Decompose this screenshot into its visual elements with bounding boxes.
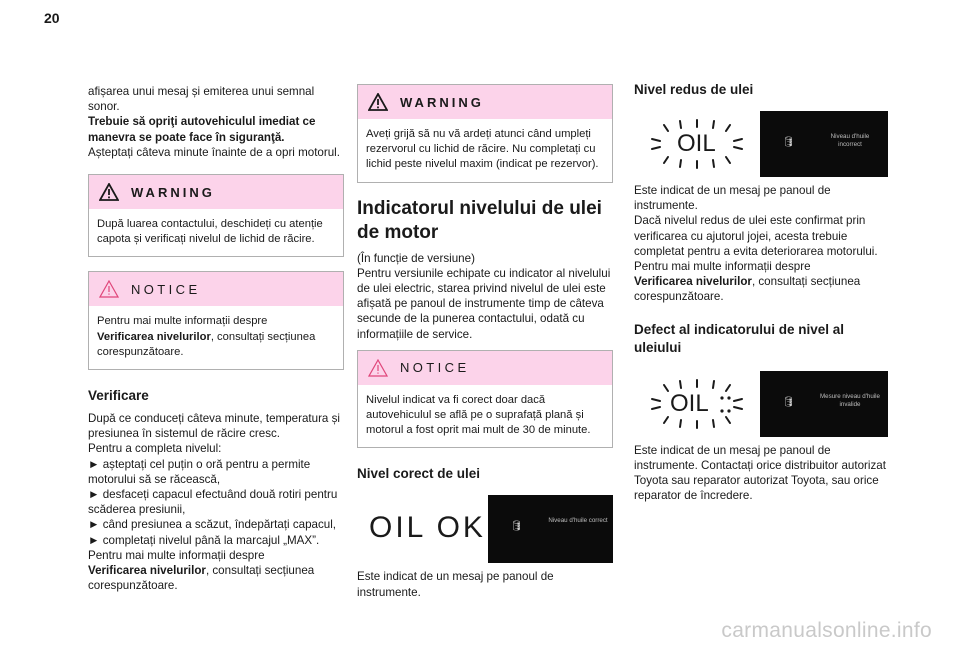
- section-heading-verificare: Verificare: [88, 388, 149, 404]
- notice-text: Nivelul indicat va fi corect doar dacă autovehiculul se află pe o suprafață plană și motorul a fost oprit mai mult de 30 de minute.: [366, 393, 591, 437]
- screen-message: Niveau d'huile incorrect: [830, 133, 870, 148]
- intro-text: afișarea unui mesaj și emiterea unui semnal sonor. Trebuie să opriţi autovehiculul imediat ce manevra se poate face în siguranţă. Așteptați câteva minute înainte de a opri motorul.: [88, 85, 340, 159]
- section-title-oil-indicator: Indicatorul nivelului de ulei de motor: [357, 197, 602, 243]
- section-heading-low-oil: Nivel redus de ulei: [634, 82, 754, 97]
- warning-box: [357, 84, 613, 183]
- oil-ok-image: [357, 495, 613, 563]
- screen-message: Mesure niveau d'huile invalide: [820, 392, 880, 408]
- oil-can-icon: 🛢: [510, 521, 523, 533]
- oil-ok-caption: Este indicat de un mesaj pe panoul de instrumente.: [357, 570, 554, 599]
- fault-oil-label: OIL: [670, 389, 709, 417]
- instrument-screen: [488, 495, 613, 563]
- column-3: [634, 82, 888, 503]
- step-item: ► completați nivelul până la marcajul „MAX”.: [88, 533, 320, 547]
- low-oil-image: [634, 111, 888, 177]
- section-heading-indicator-fault: Defect al indicatorului de nivel al uleiului: [634, 321, 845, 355]
- warning-label: WARNING: [400, 94, 484, 110]
- notice-box: [88, 271, 344, 370]
- indicator-fault-body: Este indicat de un mesaj pe panoul de instrumente. Contactați orice distribuitor autorizat Toyota sau reparator autorizat Toyota, sau orice reparator de încredere.: [634, 443, 886, 503]
- oil-indicator-body: (În funcție de versiune) Pentru versiunile echipate cu indicator al nivelului de ulei electric, starea privind nivelul de ulei este afișată pe panoul de instrumente timp de câteva secunde de la punerea contactului, odată cu informațiile de service.: [357, 251, 611, 341]
- instrument-screen: [760, 371, 888, 437]
- screen-message: Niveau d'huile correct: [548, 517, 608, 525]
- notice-box: [357, 350, 613, 449]
- oil-can-icon: 🛢: [782, 137, 795, 148]
- verificare-body: După ce conduceți câteva minute, temperatura și presiunea în sistemul de răcire cresc. Pentru a completa nivelul: ► așteptați cel puțin o oră pentru a permite motorului să se răcească, ► desfaceți capacul efectuând două rotiri pentru scăderea presiunii, ► când presiunea a scăzut, îndepărtați capacul, ► completați nivelul până la marcajul „MAX”. Pentru mai multe informații despre Verificarea nivelurilor, consultați secțiunea corespunzătoare.: [88, 412, 340, 593]
- watermark: carmanualsonline.info: [721, 619, 932, 642]
- indicator-fault-image: [634, 371, 888, 437]
- notice-triangle-icon: [99, 280, 119, 298]
- notice-label: NOTICE: [131, 281, 201, 297]
- notice-label: NOTICE: [400, 360, 470, 376]
- oil-can-icon: 🛢: [782, 396, 795, 408]
- notice-text: Pentru mai multe informații despre Verificarea nivelurilor, consultați secțiunea corespunzătoare.: [97, 315, 316, 358]
- section-heading-oil-ok: Nivel corect de ulei: [357, 466, 481, 482]
- warning-triangle-icon: [368, 93, 388, 111]
- low-oil-body: Este indicat de un mesaj pe panoul de instrumente. Dacă nivelul redus de ulei este confirmat prin verificarea cu ajutorul jojei, acesta trebuie completat pentru a evita deteriorarea motorului. Pentru mai multe informații despre Verificarea nivelurilor, consultați secțiunea corespunzătoare.: [634, 184, 878, 304]
- warning-box: [88, 174, 344, 257]
- warning-label: WARNING: [131, 184, 215, 200]
- warning-header: [89, 175, 343, 209]
- column-1: [88, 84, 344, 593]
- warning-triangle-icon: [99, 183, 119, 201]
- notice-header: [89, 272, 343, 306]
- warning-header: [358, 85, 612, 119]
- page-number: 20: [44, 10, 60, 26]
- step-item: ► când presiunea a scăzut, îndepărtați capacul,: [88, 518, 337, 532]
- warning-text: Aveți grijă să nu vă ardeți atunci când umpleți rezervorul cu lichid de răcire. Nu completați cu lichid peste nivelul maxim (indicat pe rezervor).: [366, 128, 599, 171]
- warning-text: După luarea contactului, deschideți cu atenție capota și verificați nivelul de lichid de răcire.: [97, 218, 323, 246]
- notice-header: [358, 351, 612, 385]
- step-item: ► desfaceți capacul efectuând două rotiri pentru scăderea presiunii,: [88, 488, 338, 517]
- step-item: ► așteptați cel puțin o oră pentru a permite motorului să se răcească,: [88, 457, 311, 486]
- instrument-screen: [760, 111, 888, 177]
- column-2: [357, 84, 613, 600]
- oil-ok-label: OIL OK: [369, 511, 486, 545]
- fault-warning-light: [634, 371, 760, 437]
- oil-ok-warning-light: [357, 495, 488, 563]
- notice-triangle-icon: [368, 359, 388, 377]
- low-oil-warning-light: [634, 111, 760, 177]
- low-oil-label: OIL: [677, 130, 716, 157]
